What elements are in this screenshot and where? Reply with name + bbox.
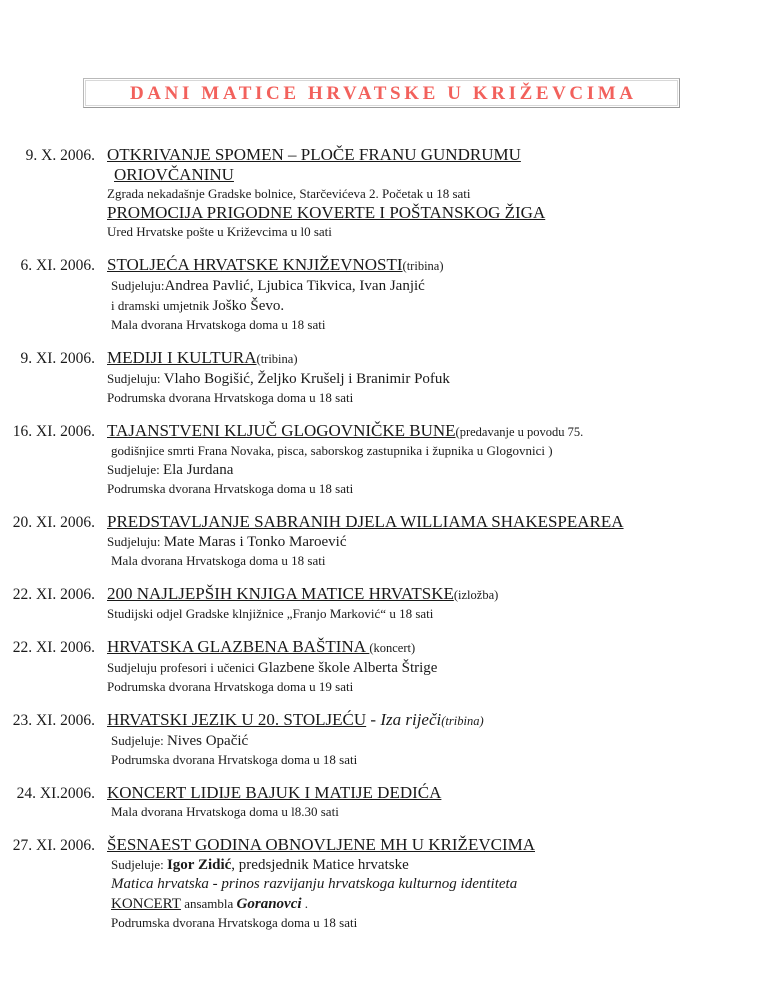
program-event — [0, 348, 768, 407]
program-list — [0, 145, 768, 932]
event-venue-line: Mala dvorana Hrvatskoga doma u 18 sati — [111, 317, 326, 332]
participants-names: Glazbene škole Alberta Štrige — [257, 660, 438, 676]
event-body — [107, 584, 768, 623]
event-title-line — [107, 348, 718, 369]
participants-label: Sudjeluje: — [111, 733, 167, 748]
event-title: HRVATSKI JEZIK U 20. STOLJEĆU — [107, 710, 367, 729]
participants-label: Sudjeluje: — [107, 462, 163, 477]
event-title-line — [107, 783, 718, 803]
concert-label: KONCERT — [111, 896, 181, 912]
event-venue-line: Mala dvorana Hrvatskoga doma u 18 sati — [111, 553, 326, 568]
program-event — [0, 421, 768, 498]
participants-label: Sudjeluje: — [111, 857, 167, 872]
event-subtitle: Iza riječi — [380, 710, 442, 729]
event-body — [107, 710, 768, 769]
event-secondary-title: PROMOCIJA PRIGODNE KOVERTE I POŠTANSKOG ŽIGA — [107, 203, 546, 222]
event-venue-line: Podrumska dvorana Hrvatskoga doma u 18 sati — [111, 752, 358, 767]
event-secondary-title-line — [107, 203, 718, 223]
event-body — [107, 835, 768, 932]
participants-names: Mate Maras i Tonko Maroević — [163, 534, 347, 550]
event-subtitle-sep: - — [366, 710, 381, 729]
event-title: PREDSTAVLJANJE SABRANIH DJELA WILLIAMA SHAKESPEAREA — [107, 512, 624, 531]
event-title: 200 NAJLJEPŠIH KNJIGA MATICE HRVATSKE — [107, 584, 454, 603]
event-date: 6. XI. 2006. — [20, 257, 95, 274]
event-topic-line: Matica hrvatska - prinos razvijanju hrvatskoga kulturnog identiteta — [111, 876, 518, 892]
participants-names-2: Joško Ševo. — [212, 298, 285, 314]
event-date: 22. XI. 2006. — [12, 586, 95, 603]
event-date: 23. XI. 2006. — [12, 712, 95, 729]
event-title-line — [107, 255, 718, 276]
program-event — [0, 255, 768, 334]
event-body — [107, 255, 768, 334]
event-body — [107, 783, 768, 821]
event-title: HRVATSKA GLAZBENA BAŠTINA — [107, 637, 370, 656]
event-title: TAJANSTVENI KLJUČ GLOGOVNIČKE BUNE — [107, 421, 456, 440]
event-body — [107, 637, 768, 696]
event-participants-line-2 — [107, 296, 718, 316]
event-title: OTKRIVANJE SPOMEN – PLOČE FRANU GUNDRUMU — [107, 145, 521, 164]
event-secondary-venue-line: Ured Hrvatske pošte u Križevcima u l0 sati — [107, 224, 332, 239]
event-participants-line — [107, 276, 718, 296]
event-date: 20. XI. 2006. — [12, 514, 95, 531]
event-kind: (izložba) — [453, 588, 499, 602]
event-kind: (tribina) — [256, 352, 298, 366]
event-participants-line — [107, 658, 718, 678]
event-kind: (tribina) — [441, 714, 484, 728]
participants-role: , predsjednik Matice hrvatske — [231, 857, 409, 873]
event-title-line — [107, 512, 718, 532]
event-date: 24. XI.2006. — [16, 785, 95, 802]
event-kind: (koncert) — [369, 641, 416, 655]
participants-label: Sudjeluju: — [107, 371, 164, 386]
participants-label: Sudjeluju: — [111, 278, 165, 293]
event-body — [107, 421, 768, 498]
event-date: 9. X. 2006. — [25, 147, 95, 164]
participants-names: Ela Jurdana — [162, 462, 234, 478]
event-participants-line — [107, 460, 718, 480]
event-body — [107, 512, 768, 570]
program-event — [0, 145, 768, 241]
event-title: MEDIJI I KULTURA — [107, 348, 257, 367]
event-title-line — [107, 145, 718, 165]
program-event — [0, 783, 768, 821]
event-participants-line — [107, 369, 718, 389]
event-date: 9. XI. 2006. — [20, 350, 95, 367]
concert-ensemble-name: Goranovci — [236, 896, 302, 912]
event-venue-line: Mala dvorana Hrvatskoga doma u l8.30 sati — [111, 804, 339, 819]
event-venue-line: Podrumska dvorana Hrvatskoga doma u 18 sati — [107, 390, 354, 405]
program-event — [0, 835, 768, 932]
program-event — [0, 512, 768, 570]
event-venue-line: Zgrada nekadašnje Gradske bolnice, Starčevićeva 2. Početak u 18 sati — [107, 186, 471, 201]
program-event — [0, 637, 768, 696]
event-title-line — [107, 835, 718, 855]
event-title: STOLJEĆA HRVATSKE KNJIŽEVNOSTI — [107, 255, 403, 274]
event-title-line — [107, 584, 718, 605]
participants-label: Sudjeluju profesori i učenici — [107, 660, 258, 675]
participants-names: Nives Opačić — [166, 733, 249, 749]
event-title-cont: ORIOVČANINU — [114, 165, 234, 184]
event-body — [107, 348, 768, 407]
program-event — [0, 710, 768, 769]
participants-label: Sudjeluju: — [107, 534, 164, 549]
concert-mid-text: ansambla — [180, 896, 237, 911]
event-kind: (predavanje u povodu 75. — [455, 425, 584, 439]
program-event — [0, 584, 768, 623]
event-venue-line: Podrumska dvorana Hrvatskoga doma u 18 sati — [107, 481, 354, 496]
event-title: KONCERT LIDIJE BAJUK I MATIJE DEDIĆA — [107, 783, 442, 802]
event-body — [107, 145, 768, 241]
event-participants-line — [107, 731, 718, 751]
event-participants-line — [107, 532, 718, 552]
event-title-line — [107, 421, 718, 442]
event-kind: (tribina) — [402, 259, 444, 273]
page-title: DANI MATICE HRVATSKE U KRIŽEVCIMA — [129, 82, 637, 104]
event-date: 16. XI. 2006. — [12, 423, 95, 440]
banner-inner-frame — [85, 80, 678, 106]
event-participants-line — [107, 855, 718, 875]
event-venue-line: Podrumska dvorana Hrvatskoga doma u 18 sati — [111, 915, 358, 930]
participants-name-highlight: Igor Zidić — [166, 857, 232, 873]
event-date: 27. XI. 2006. — [12, 837, 95, 854]
event-date: 22. XI. 2006. — [12, 639, 95, 656]
event-title: ŠESNAEST GODINA OBNOVLJENE MH U KRIŽEVCIMA — [107, 835, 535, 854]
participants-label-2: i dramski umjetnik — [111, 298, 213, 313]
event-title-line — [107, 637, 718, 658]
event-concert-line — [107, 894, 718, 914]
event-venue-line: Podrumska dvorana Hrvatskoga doma u 19 sati — [107, 679, 354, 694]
participants-names: Vlaho Bogišić, Željko Krušelj i Branimir Pofuk — [163, 371, 450, 387]
event-title-line — [107, 710, 718, 731]
participants-names: Andrea Pavlić, Ljubica Tikvica, Ivan Janjić — [164, 278, 425, 294]
page-title-banner — [83, 78, 680, 108]
event-venue-line: Studijski odjel Gradske klnjižnice „Franjo Marković“ u 18 sati — [107, 606, 434, 621]
event-title-line-2 — [107, 165, 718, 185]
concert-end-text: . — [301, 896, 309, 911]
event-kind-line-2: godišnjice smrti Frana Novaka, pisca, saborskog zastupnika i župnika u Glogovnici ) — [111, 443, 553, 458]
